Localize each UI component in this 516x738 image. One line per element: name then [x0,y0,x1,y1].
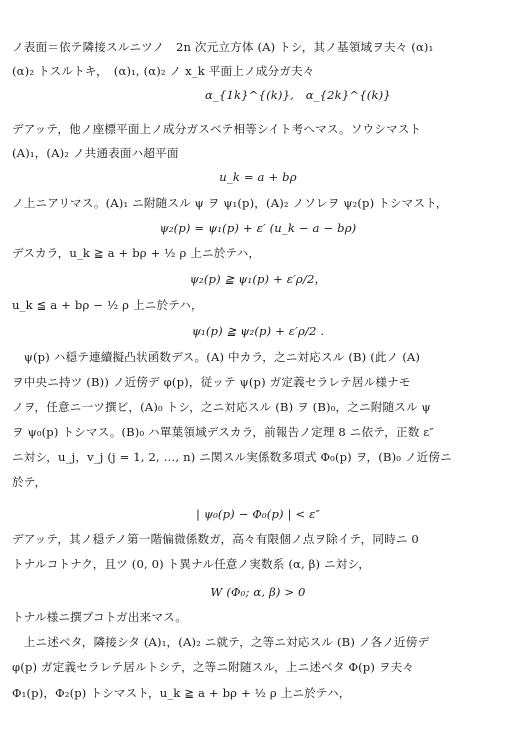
equation: ψ₂(p) = ψ₁(p) + ε′ (u_k − a − bρ) [159,221,357,235]
text-line: ヲ ψ₀(p) トシマス。(B)₀ ハ單葉領域デスカラ，前報告ノ定理 8 ニ依テ，正数 ε″ [12,425,434,439]
text-line: ψ(p) ハ穏テ連續擬凸状函数デス。(A) 中カラ，之ニ対応スル (B) (此ノ (A) [12,350,421,364]
text-line: デアッテ，其ノ穏テノ第一階偏微係数ガ，高々有限個ノ点ヲ除イテ，同時ニ 0 [12,532,419,546]
text-line: デアッテ，他ノ座標平面上ノ成分ガスベテ相等シイト考ヘマス。ソウシマスト [12,122,422,136]
equation: | ψ₀(p) − Φ₀(p) | < ε″ [195,507,321,521]
text-line: ニ対シ，u_j，v_j (j = 1, 2, …, n) ニ関スル実係数多項式 Φ₀(p) ヲ，(B)₀ ノ近傍ニ [12,450,452,464]
math-line: α_{1k}^{(k)}, α_{2k}^{(k)} [205,88,391,102]
text-line: ヲ中央ニ持ツ (B)) ノ近傍デ φ(p)，従ッテ ψ(p) ガ定義セラレテ居ル様ナモ [12,375,411,389]
text-line: ノヲ，任意ニ一ツ撰ビ，(A)₀ トシ，之ニ対応スル (B) ヲ (B)₀，之ニ附随スル ψ [12,400,431,414]
text-line: トナル様ニ撰ブコトガ出来マス。 [12,610,187,624]
equation: ψ₁(p) ≧ ψ₂(p) + ε′ρ/2 . [191,324,325,338]
text-line: (α)₂ トスルトキ， (α)₁, (α)₂ ノ x_k 平面上ノ成分ガ夫々 [12,64,315,78]
text-line: u_k ≦ a + bρ − ½ ρ 上ニ於テハ， [12,298,203,312]
text-line: ノ上ニアリマス。(A)₁ ニ附随スル ψ ヲ ψ₁(p)，(A)₂ ノソレヲ ψ₂(p) トシマスト， [12,196,448,210]
equation: ψ₂(p) ≧ ψ₁(p) + ε′ρ/2， [189,272,327,286]
text-line: 上ニ述ベタ，隣接シタ (A)₁，(A)₂ ニ就テ，之等ニ対応スル (B) ノ各ノ近傍デ [12,635,430,649]
text-line: Φ₁(p)，Φ₂(p) トシマスト，u_k ≧ a + bρ + ½ ρ 上ニ於テハ， [12,686,351,700]
text-line: 於テ， [12,475,47,489]
equation: u_k = a + bρ [219,170,297,184]
text-line: トナルコトナク，且ツ (0, 0) ト異ナル任意ノ実数系 (α, β) ニ対シ， [12,557,371,571]
text-line: ノ表面＝依テ隣接スルニツノ 2n 次元立方体 (A) トシ，其ノ基領域ヲ夫々 (α)₁ [12,40,434,54]
text-line: デスカラ，u_k ≧ a + bρ + ½ ρ 上ニ於テハ， [12,246,261,260]
equation: W (Φ₀; α, β) > 0 [210,585,306,599]
text-line: φ(p) ガ定義セラレテ居ルトシテ，之等ニ附随スル，上ニ述ベタ Φ(p) ヲ夫々 [12,660,415,674]
text-line: (A)₁，(A)₂ ノ共通表面ハ超平面 [12,146,179,160]
